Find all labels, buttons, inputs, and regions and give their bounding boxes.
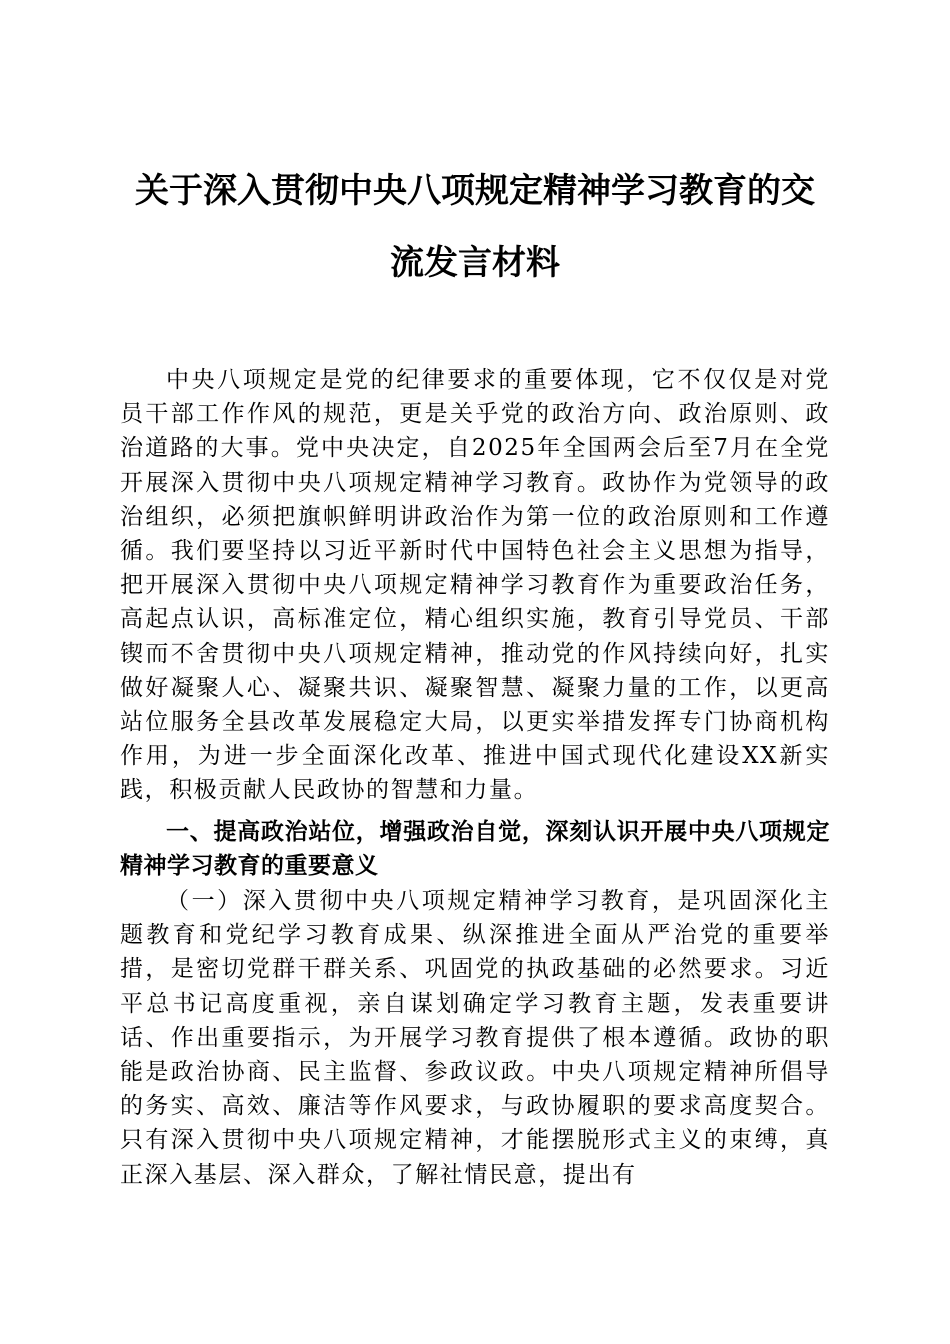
subsection-paragraph-1: （一）深入贯彻中央八项规定精神学习教育，是巩固深化主题教育和党纪学习教育成果、纵深推进全面从严治党的重要举措，是密切党群干群关系、巩固党的执政基础的必然要求。习近平总书记高度重视，亲自谋划确定学习教育主题，发表重要讲话、作出重要指示，为开展学习教育提供了根本遵循。政协的职能是政治协商、民主监督、参政议政。中央八项规定精神所倡导的务实、高效、廉洁等作风要求，与政协履职的要求高度契合。只有深入贯彻中央八项规定精神，才能摆脱形式主义的束缚，真正深入基层、深入群众，了解社情民意，提出有	[120, 888, 830, 1188]
document-title-line-1: 关于深入贯彻中央八项规定精神学习教育的交	[135, 171, 815, 211]
document-title-line-2: 流发言材料	[390, 243, 560, 283]
section-heading-1: 一、提高政治站位，增强政治自觉，深刻认识开展中央八项规定精神学习教育的重要意义	[120, 819, 830, 880]
intro-paragraph: 中央八项规定是党的纪律要求的重要体现，它不仅仅是对党员干部工作作风的规范，更是关乎党的政治方向、政治原则、政治道路的大事。党中央决定，自2025年全国两会后至7月在全党开展深入贯彻中央八项规定精神学习教育。政协作为党领导的政治组织，必须把旗帜鲜明讲政治作为第一位的政治原则和工作遵循。我们要坚持以习近平新时代中国特色社会主义思想为指导，把开展深入贯彻中央八项规定精神学习教育作为重要政治任务，高起点认识，高标准定位，精心组织实施，教育引导党员、干部锲而不舍贯彻中央八项规定精神，推动党的作风持续向好，扎实做好凝聚人心、凝聚共识、凝聚智慧、凝聚力量的工作，以更高站位服务全县改革发展稳定大局，以更实举措发挥专门协商机构作用，为进一步全面深化改革、推进中国式现代化建设XX新实践，积极贡献人民政协的智慧和力量。	[120, 367, 830, 804]
